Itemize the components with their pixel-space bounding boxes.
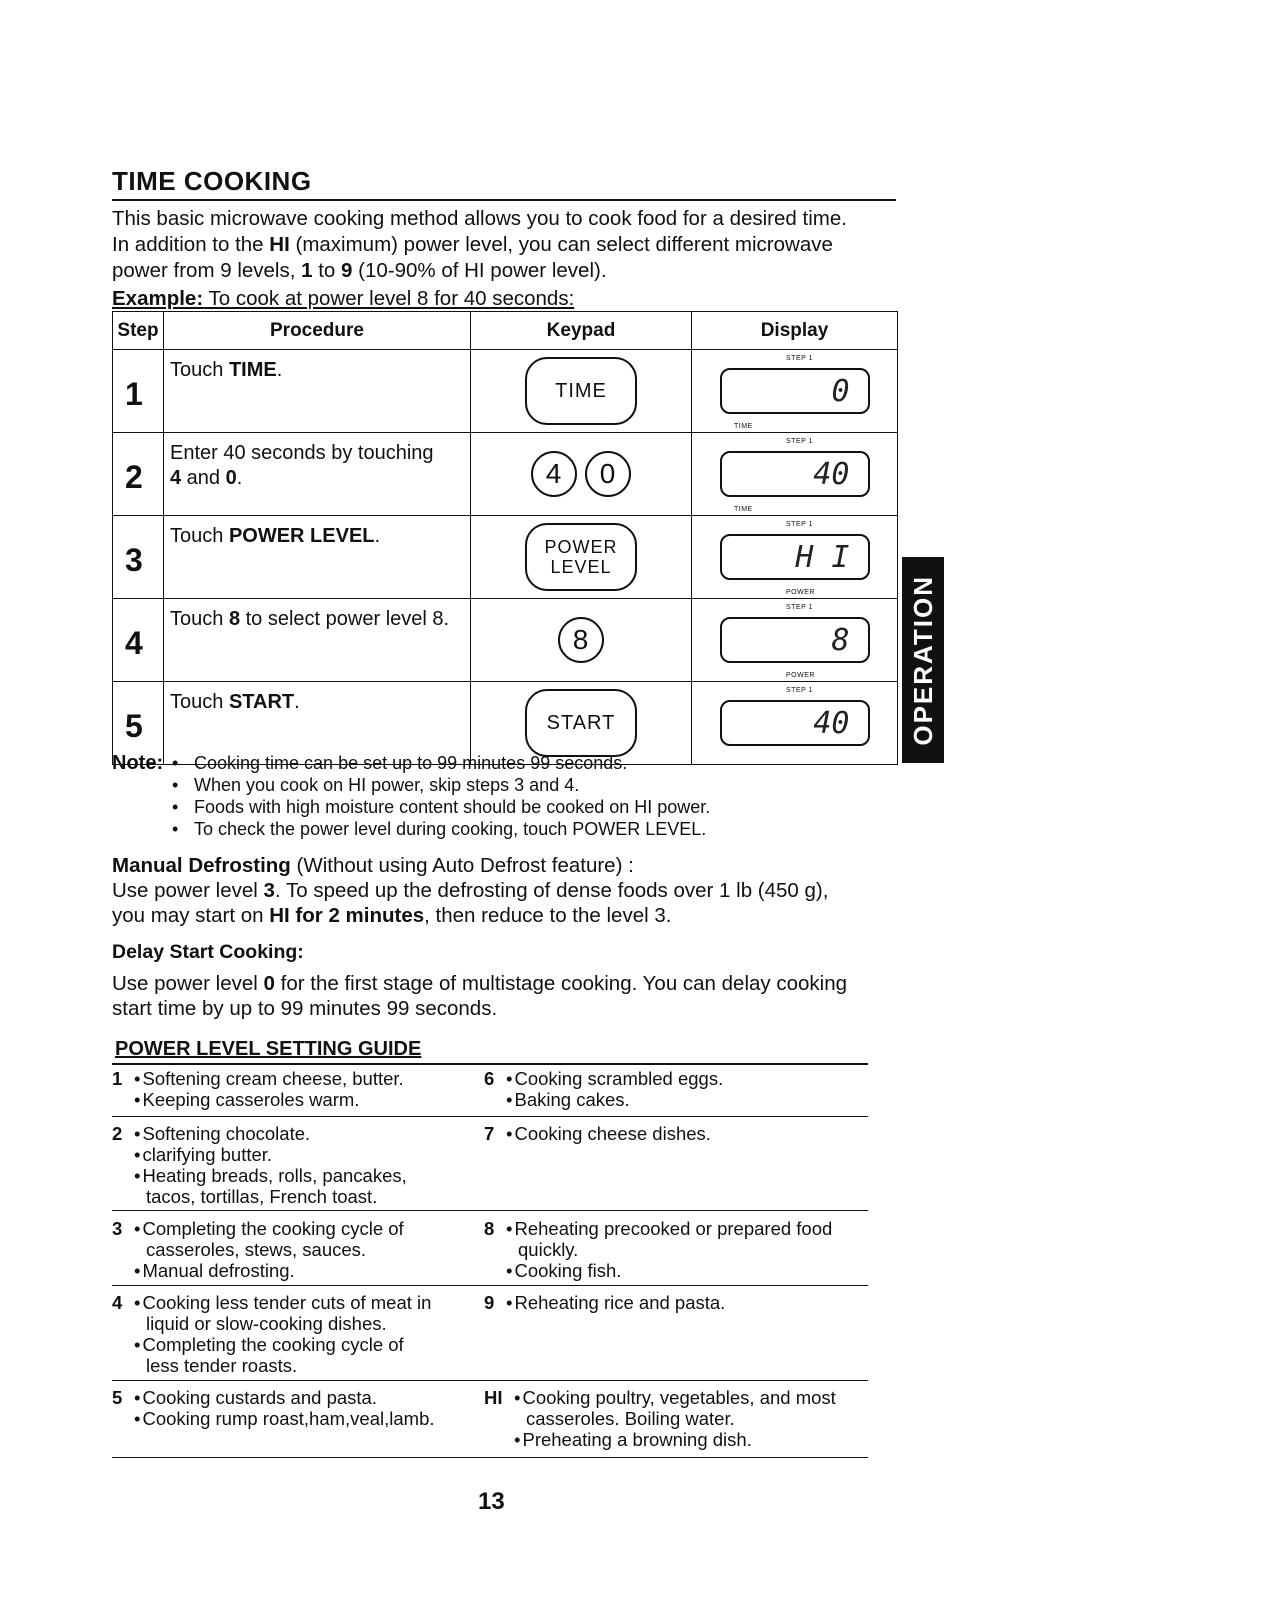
guide-item: liquid or slow-cooking dishes. — [146, 1313, 387, 1334]
procedure-text: Touch START. — [170, 691, 300, 713]
power-level-number: 2 — [112, 1123, 123, 1144]
guide-row-rule — [112, 1210, 868, 1211]
lcd-display: 40 — [720, 451, 870, 497]
guide-item: quickly. — [518, 1239, 579, 1260]
power-level-number: 5 — [112, 1387, 123, 1408]
intro-line-1: This basic microwave cooking method allows you to cook food for a desired time. — [112, 207, 847, 230]
guide-item: • Cooking poultry, vegetables, and most — [514, 1387, 836, 1408]
table-row — [113, 599, 898, 682]
procedure-text: Touch POWER LEVEL. — [170, 525, 381, 547]
guide-item: • Baking cakes. — [506, 1089, 723, 1110]
digit-4-key: 4 — [531, 451, 577, 497]
intro-line-3: power from 9 levels, 1 to 9 (10-90% of HI power level). — [112, 259, 607, 282]
power-level-key: POWER LEVEL — [525, 523, 637, 591]
step-number: 2 — [125, 459, 143, 495]
example-text: To cook at power level 8 for 40 seconds: — [203, 287, 575, 310]
manual-defrosting-section: Manual Defrosting (Without using Auto Defrost feature) : Use power level 3. To speed up the defrosting of dense foods over 1 lb (450 g), you may start on HI for 2 minutes, then reduce to the level 3. — [112, 854, 829, 927]
guide-item: • Softening cream cheese, butter. — [134, 1068, 404, 1089]
notes-list — [176, 752, 710, 840]
note-item: • Foods with high moisture content should be cooked on HI power. — [176, 796, 710, 818]
guide-row-rule — [112, 1285, 868, 1286]
guide-item: • Softening chocolate. — [134, 1123, 407, 1144]
header-display: Display — [692, 312, 898, 350]
title-rule — [112, 199, 896, 201]
guide-item: casseroles, stews, sauces. — [146, 1239, 367, 1260]
lcd-display: 40 — [720, 700, 870, 746]
display-top-label: STEP 1 — [786, 604, 813, 611]
guide-item: • Cooking less tender cuts of meat in — [134, 1292, 431, 1313]
section-title: Manual Defrosting — [112, 854, 291, 877]
guide-row-rule — [112, 1116, 868, 1117]
digit-8-key: 8 — [558, 617, 604, 663]
power-level-number: 8 — [484, 1218, 495, 1239]
guide-row-rule — [112, 1380, 868, 1381]
section-tab: OPERATION — [902, 557, 944, 763]
steps-table — [112, 311, 898, 765]
example-label: Example: — [112, 287, 204, 310]
lcd-display: H I — [720, 534, 870, 580]
lcd-display: 8 — [720, 617, 870, 663]
display-bottom-label: POWER — [786, 589, 815, 596]
section-title: Delay Start Cooking: — [112, 941, 304, 963]
intro-paragraph — [112, 206, 902, 284]
power-level-number: 7 — [484, 1123, 495, 1144]
guide-item: • Completing the cooking cycle of — [134, 1334, 431, 1355]
guide-item: • Cooking rump roast,ham,veal,lamb. — [134, 1408, 435, 1429]
step-number: 1 — [125, 376, 143, 412]
step-number: 5 — [125, 708, 143, 744]
power-level-number: 4 — [112, 1292, 123, 1313]
display-bottom-label: TIME — [734, 506, 753, 513]
guide-item: • Heating breads, rolls, pancakes, — [134, 1165, 407, 1186]
table-row — [113, 433, 898, 516]
guide-item: • Completing the cooking cycle of — [134, 1218, 404, 1239]
guide-item: • Manual defrosting. — [134, 1260, 404, 1281]
header-step: Step — [113, 312, 164, 350]
display-top-label: STEP 1 — [786, 521, 813, 528]
guide-item: • clarifying butter. — [134, 1144, 407, 1165]
guide-item: casseroles. Boiling water. — [526, 1408, 735, 1429]
guide-item: • Cooking scrambled eggs. — [506, 1068, 723, 1089]
guide-item: • Reheating precooked or prepared food — [506, 1218, 832, 1239]
guide-item: • Preheating a browning dish. — [514, 1429, 836, 1450]
guide-item: • Reheating rice and pasta. — [506, 1292, 725, 1313]
guide-item: less tender roasts. — [146, 1355, 298, 1376]
display-bottom-label: POWER — [786, 672, 815, 679]
power-level-number: HI — [484, 1387, 503, 1408]
procedure-text: Touch TIME. — [170, 359, 283, 381]
note-label: Note: — [112, 752, 164, 774]
display-top-label: STEP 1 — [786, 355, 813, 362]
start-key: START — [525, 689, 637, 757]
power-level-number: 9 — [484, 1292, 495, 1313]
page-number: 13 — [478, 1488, 505, 1515]
header-keypad: Keypad — [471, 312, 692, 350]
guide-title: POWER LEVEL SETTING GUIDE — [115, 1038, 422, 1060]
procedure-text: Touch 8 to select power level 8. — [170, 608, 450, 630]
intro-line-2: In addition to the HI (maximum) power level, you can select different microwave — [112, 233, 833, 256]
display-top-label: STEP 1 — [786, 687, 813, 694]
guide-item: • Cooking fish. — [506, 1260, 832, 1281]
note-item: • To check the power level during cooking, touch POWER LEVEL. — [176, 818, 710, 840]
display-top-label: STEP 1 — [786, 438, 813, 445]
procedure-text: Enter 40 seconds by touching 4 and 0. — [170, 442, 434, 489]
power-level-number: 1 — [112, 1068, 123, 1089]
table-row — [113, 516, 898, 599]
guide-rule — [112, 1063, 868, 1065]
step-number: 4 — [125, 625, 143, 661]
page-title: TIME COOKING — [112, 166, 312, 196]
example-line — [112, 287, 574, 311]
guide-row-rule — [112, 1457, 868, 1458]
note-item: • Cooking time can be set up to 99 minutes 99 seconds. — [176, 752, 710, 774]
guide-item: tacos, tortillas, French toast. — [146, 1186, 378, 1207]
digit-0-key: 0 — [585, 451, 631, 497]
guide-item: • Keeping casseroles warm. — [134, 1089, 404, 1110]
power-level-number: 6 — [484, 1068, 495, 1089]
step-number: 3 — [125, 542, 143, 578]
power-level-number: 3 — [112, 1218, 123, 1239]
note-item: • When you cook on HI power, skip steps 3 and 4. — [176, 774, 710, 796]
display-bottom-label: TIME — [734, 423, 753, 430]
lcd-display: 0 — [720, 368, 870, 414]
header-procedure: Procedure — [164, 312, 471, 350]
table-row — [113, 350, 898, 433]
guide-item: • Cooking cheese dishes. — [506, 1123, 711, 1144]
time-key: TIME — [525, 357, 637, 425]
delay-start-section: Delay Start Cooking: Use power level 0 for the first stage of multistage cooking. You can delay cooking start time by up to 99 minutes 99 seconds. — [112, 940, 902, 1021]
guide-item: • Cooking custards and pasta. — [134, 1387, 435, 1408]
